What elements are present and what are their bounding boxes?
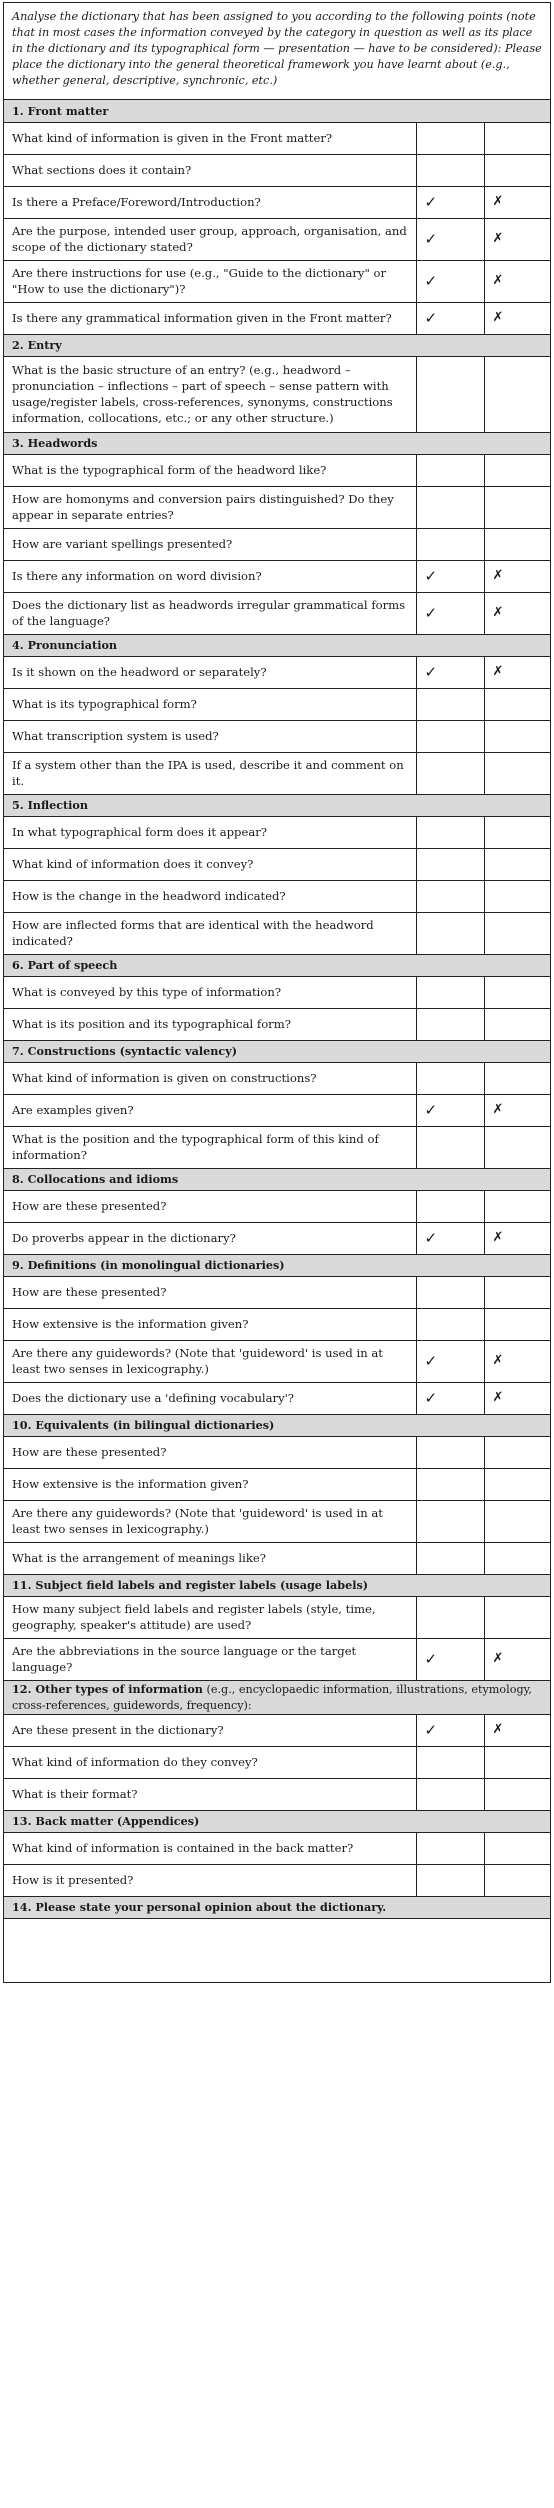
question-row: [4, 1864, 550, 1896]
question-row: [4, 592, 550, 634]
question-row: [4, 1638, 550, 1680]
no-checkbox[interactable]: ✗: [484, 1340, 550, 1382]
no-checkbox[interactable]: ✗: [484, 218, 550, 260]
section-title: 11. Subject field labels and register labels (usage labels): [4, 1574, 550, 1596]
yes-checkbox[interactable]: ✓: [416, 1094, 484, 1126]
question-text: How are these presented?: [4, 1190, 416, 1222]
worksheet: [3, 2, 551, 1983]
section-title: 13. Back matter (Appendices): [4, 1810, 550, 1832]
question-row: [4, 1008, 550, 1040]
answer-cell[interactable]: [416, 816, 484, 848]
section-title: 4. Pronunciation: [4, 634, 550, 656]
answer-cell[interactable]: [416, 356, 484, 432]
section-header: [4, 100, 550, 122]
section-title: 8. Collocations and idioms: [4, 1168, 550, 1190]
question-text: What kind of information is given in the Front matter?: [4, 122, 416, 154]
question-text: How is it presented?: [4, 1864, 416, 1896]
answer-cell[interactable]: [484, 880, 550, 912]
section-header: [4, 1680, 550, 1714]
answer-cell[interactable]: [416, 1778, 484, 1810]
question-row: [4, 816, 550, 848]
question-text: What sections does it contain?: [4, 154, 416, 186]
answer-cell[interactable]: [484, 1746, 550, 1778]
question-text: How are these presented?: [4, 1276, 416, 1308]
question-row: [4, 154, 550, 186]
answer-cell[interactable]: [416, 1596, 484, 1638]
answer-cell[interactable]: [416, 486, 484, 528]
answer-cell[interactable]: [416, 1276, 484, 1308]
answer-cell[interactable]: [484, 912, 550, 954]
section-header: [4, 1810, 550, 1832]
question-text: What kind of information does it convey?: [4, 848, 416, 880]
question-row: [4, 1340, 550, 1382]
question-row: [4, 688, 550, 720]
question-row: [4, 1382, 550, 1414]
answer-cell[interactable]: [484, 1864, 550, 1896]
section-title: 10. Equivalents (in bilingual dictionaries): [4, 1414, 550, 1436]
question-text: Is there a Preface/Foreword/Introduction?: [4, 186, 416, 218]
question-text: How are inflected forms that are identical with the headword indicated?: [4, 912, 416, 954]
question-text: Do proverbs appear in the dictionary?: [4, 1222, 416, 1254]
no-checkbox[interactable]: ✗: [484, 656, 550, 688]
question-text: Are there instructions for use (e.g., "Guide to the dictionary" or "How to use the dictionary")?: [4, 260, 416, 302]
answer-cell[interactable]: [416, 1126, 484, 1168]
question-row: [4, 1596, 550, 1638]
question-row: [4, 1094, 550, 1126]
answer-cell[interactable]: [484, 752, 550, 794]
question-row: [4, 186, 550, 218]
yes-checkbox[interactable]: ✓: [416, 1222, 484, 1254]
no-checkbox[interactable]: ✗: [484, 1638, 550, 1680]
answer-cell[interactable]: [484, 1126, 550, 1168]
answer-cell[interactable]: [416, 880, 484, 912]
answer-cell[interactable]: [484, 1062, 550, 1094]
no-checkbox[interactable]: ✗: [484, 1382, 550, 1414]
section-title: 3. Headwords: [4, 432, 550, 454]
answer-cell[interactable]: [416, 752, 484, 794]
question-text: Are the abbreviations in the source language or the target language?: [4, 1638, 416, 1680]
question-row: [4, 1832, 550, 1864]
question-text: What kind of information do they convey?: [4, 1746, 416, 1778]
yes-checkbox[interactable]: ✓: [416, 1340, 484, 1382]
answer-cell[interactable]: [416, 720, 484, 752]
answer-cell[interactable]: [416, 1308, 484, 1340]
question-row: [4, 218, 550, 260]
question-text: What is its typographical form?: [4, 688, 416, 720]
question-text: Does the dictionary use a 'defining vocabulary'?: [4, 1382, 416, 1414]
final-question-title: 14. Please state your personal opinion about the dictionary.: [4, 1896, 550, 1918]
answer-cell[interactable]: [484, 1436, 550, 1468]
question-text: If a system other than the IPA is used, describe it and comment on it.: [4, 752, 416, 794]
question-text: How are these presented?: [4, 1436, 416, 1468]
answer-cell[interactable]: [416, 912, 484, 954]
answer-cell[interactable]: [416, 1542, 484, 1574]
question-row: [4, 656, 550, 688]
question-text: What is their format?: [4, 1778, 416, 1810]
question-row: [4, 1542, 550, 1574]
answer-cell[interactable]: [416, 1832, 484, 1864]
question-text: What is its position and its typographical form?: [4, 1008, 416, 1040]
answer-cell[interactable]: [416, 848, 484, 880]
question-row: [4, 1468, 550, 1500]
answer-cell[interactable]: [484, 154, 550, 186]
question-row: [4, 720, 550, 752]
question-row: [4, 1714, 550, 1746]
answer-cell[interactable]: [484, 1190, 550, 1222]
no-checkbox[interactable]: ✗: [484, 260, 550, 302]
question-row: [4, 912, 550, 954]
no-checkbox[interactable]: ✗: [484, 592, 550, 634]
question-text: What is conveyed by this type of information?: [4, 976, 416, 1008]
question-text: What transcription system is used?: [4, 720, 416, 752]
section-header: [4, 1040, 550, 1062]
section-header: [4, 1414, 550, 1436]
section-title: 5. Inflection: [4, 794, 550, 816]
question-row: [4, 1276, 550, 1308]
section-header: [4, 954, 550, 976]
section-title: 12. Other types of information (e.g., encyclopaedic information, illustrations, etymology, cross-references, guidewords, frequency):: [4, 1680, 550, 1714]
section-title: 6. Part of speech: [4, 954, 550, 976]
answer-cell[interactable]: [484, 122, 550, 154]
no-checkbox[interactable]: ✗: [484, 1094, 550, 1126]
answer-cell[interactable]: [484, 356, 550, 432]
question-text: How extensive is the information given?: [4, 1308, 416, 1340]
answer-cell[interactable]: [416, 976, 484, 1008]
answer-cell[interactable]: [416, 528, 484, 560]
answer-cell[interactable]: [484, 1276, 550, 1308]
opinion-answer-row: [4, 1918, 550, 1982]
section-title: 1. Front matter: [4, 100, 550, 122]
answer-cell[interactable]: [416, 1436, 484, 1468]
yes-checkbox[interactable]: ✓: [416, 302, 484, 334]
question-text: In what typographical form does it appear?: [4, 816, 416, 848]
answer-cell[interactable]: [416, 122, 484, 154]
section-header: [4, 1168, 550, 1190]
question-row: [4, 1436, 550, 1468]
question-text: Is there any grammatical information given in the Front matter?: [4, 302, 416, 334]
section-header: [4, 634, 550, 656]
question-text: Are there any guidewords? (Note that 'guideword' is used in at least two senses in lexicography.): [4, 1340, 416, 1382]
question-row: [4, 1190, 550, 1222]
answer-cell[interactable]: [484, 816, 550, 848]
question-row: [4, 976, 550, 1008]
answer-cell[interactable]: [484, 1500, 550, 1542]
answer-cell[interactable]: [484, 1308, 550, 1340]
question-text: Is it shown on the headword or separately?: [4, 656, 416, 688]
question-row: [4, 454, 550, 486]
answer-cell[interactable]: [484, 848, 550, 880]
section-header: [4, 1254, 550, 1276]
question-row: [4, 260, 550, 302]
answer-cell[interactable]: [416, 1062, 484, 1094]
question-row: [4, 122, 550, 154]
yes-checkbox[interactable]: ✓: [416, 656, 484, 688]
no-checkbox[interactable]: ✗: [484, 560, 550, 592]
yes-checkbox[interactable]: ✓: [416, 218, 484, 260]
no-checkbox[interactable]: ✗: [484, 1714, 550, 1746]
answer-cell[interactable]: [484, 720, 550, 752]
answer-cell[interactable]: [416, 454, 484, 486]
answer-cell[interactable]: [484, 1468, 550, 1500]
yes-checkbox[interactable]: ✓: [416, 1638, 484, 1680]
question-text: What is the position and the typographical form of this kind of information?: [4, 1126, 416, 1168]
question-row: [4, 848, 550, 880]
yes-checkbox[interactable]: ✓: [416, 560, 484, 592]
no-checkbox[interactable]: ✗: [484, 186, 550, 218]
question-text: How extensive is the information given?: [4, 1468, 416, 1500]
question-text: What is the typographical form of the headword like?: [4, 454, 416, 486]
yes-checkbox[interactable]: ✓: [416, 186, 484, 218]
answer-cell[interactable]: [484, 1832, 550, 1864]
question-text: What is the basic structure of an entry? (e.g., headword – pronunciation – inflections – part of speech – sense pattern with usage/register labels, cross-references, synonyms, constructions information, collocations, etc.; or any other structure.): [4, 356, 416, 432]
answer-cell[interactable]: [416, 1190, 484, 1222]
no-checkbox[interactable]: ✗: [484, 302, 550, 334]
question-row: [4, 1778, 550, 1810]
question-text: How many subject field labels and register labels (style, time, geography, speaker's attitude) are used?: [4, 1596, 416, 1638]
section-title: 7. Constructions (syntactic valency): [4, 1040, 550, 1062]
question-row: [4, 1746, 550, 1778]
section-header: [4, 432, 550, 454]
question-text: Does the dictionary list as headwords irregular grammatical forms of the language?: [4, 592, 416, 634]
yes-checkbox[interactable]: ✓: [416, 592, 484, 634]
question-text: What kind of information is contained in the back matter?: [4, 1832, 416, 1864]
question-row: [4, 1062, 550, 1094]
opinion-answer-area[interactable]: [4, 1918, 550, 1982]
yes-checkbox[interactable]: ✓: [416, 1382, 484, 1414]
question-row: [4, 1500, 550, 1542]
question-row: [4, 880, 550, 912]
section-title: 9. Definitions (in monolingual dictionaries): [4, 1254, 550, 1276]
question-text: Are the purpose, intended user group, approach, organisation, and scope of the dictionary stated?: [4, 218, 416, 260]
answer-cell[interactable]: [484, 976, 550, 1008]
answer-cell[interactable]: [484, 688, 550, 720]
question-row: [4, 752, 550, 794]
answer-cell[interactable]: [416, 1008, 484, 1040]
question-text: Are these present in the dictionary?: [4, 1714, 416, 1746]
question-row: [4, 1222, 550, 1254]
answer-cell[interactable]: [484, 1008, 550, 1040]
answer-cell[interactable]: [416, 1500, 484, 1542]
section-header: [4, 334, 550, 356]
answer-cell[interactable]: [484, 454, 550, 486]
question-text: How is the change in the headword indicated?: [4, 880, 416, 912]
answer-cell[interactable]: [416, 688, 484, 720]
answer-cell[interactable]: [416, 1746, 484, 1778]
answer-cell[interactable]: [484, 1596, 550, 1638]
answer-cell[interactable]: [416, 1468, 484, 1500]
question-row: [4, 1308, 550, 1340]
yes-checkbox[interactable]: ✓: [416, 260, 484, 302]
answer-cell[interactable]: [484, 1778, 550, 1810]
question-text: What kind of information is given on constructions?: [4, 1062, 416, 1094]
question-text: What is the arrangement of meanings like?: [4, 1542, 416, 1574]
question-row: [4, 560, 550, 592]
answer-cell[interactable]: [416, 154, 484, 186]
question-text: How are homonyms and conversion pairs distinguished? Do they appear in separate entries?: [4, 486, 416, 528]
section-header: [4, 1574, 550, 1596]
answer-cell[interactable]: [416, 1864, 484, 1896]
yes-checkbox[interactable]: ✓: [416, 1714, 484, 1746]
section-header: [4, 794, 550, 816]
question-text: Are there any guidewords? (Note that 'guideword' is used in at least two senses in lexicography.): [4, 1500, 416, 1542]
question-text: Is there any information on word division?: [4, 560, 416, 592]
dictionary-analysis-table: [4, 100, 550, 1982]
question-row: [4, 486, 550, 528]
final-question-header: [4, 1896, 550, 1918]
answer-cell[interactable]: [484, 1542, 550, 1574]
question-row: [4, 1126, 550, 1168]
answer-cell[interactable]: [484, 528, 550, 560]
answer-cell[interactable]: [484, 486, 550, 528]
table-body: [4, 100, 550, 1982]
question-row: [4, 302, 550, 334]
question-row: [4, 528, 550, 560]
section-title: 2. Entry: [4, 334, 550, 356]
question-text: How are variant spellings presented?: [4, 528, 416, 560]
question-row: [4, 356, 550, 432]
question-text: Are examples given?: [4, 1094, 416, 1126]
no-checkbox[interactable]: ✗: [484, 1222, 550, 1254]
instructions-text: Analyse the dictionary that has been assigned to you according to the following points (note that in most cases the information conveyed by the category in question as well as its place in the dictionary and its typographical form — presentation — have to be considered): Please place the dictionary into the general theoretical framework you have learnt about (e.g., whether general, descriptive, synchronic, etc.): [4, 3, 550, 100]
